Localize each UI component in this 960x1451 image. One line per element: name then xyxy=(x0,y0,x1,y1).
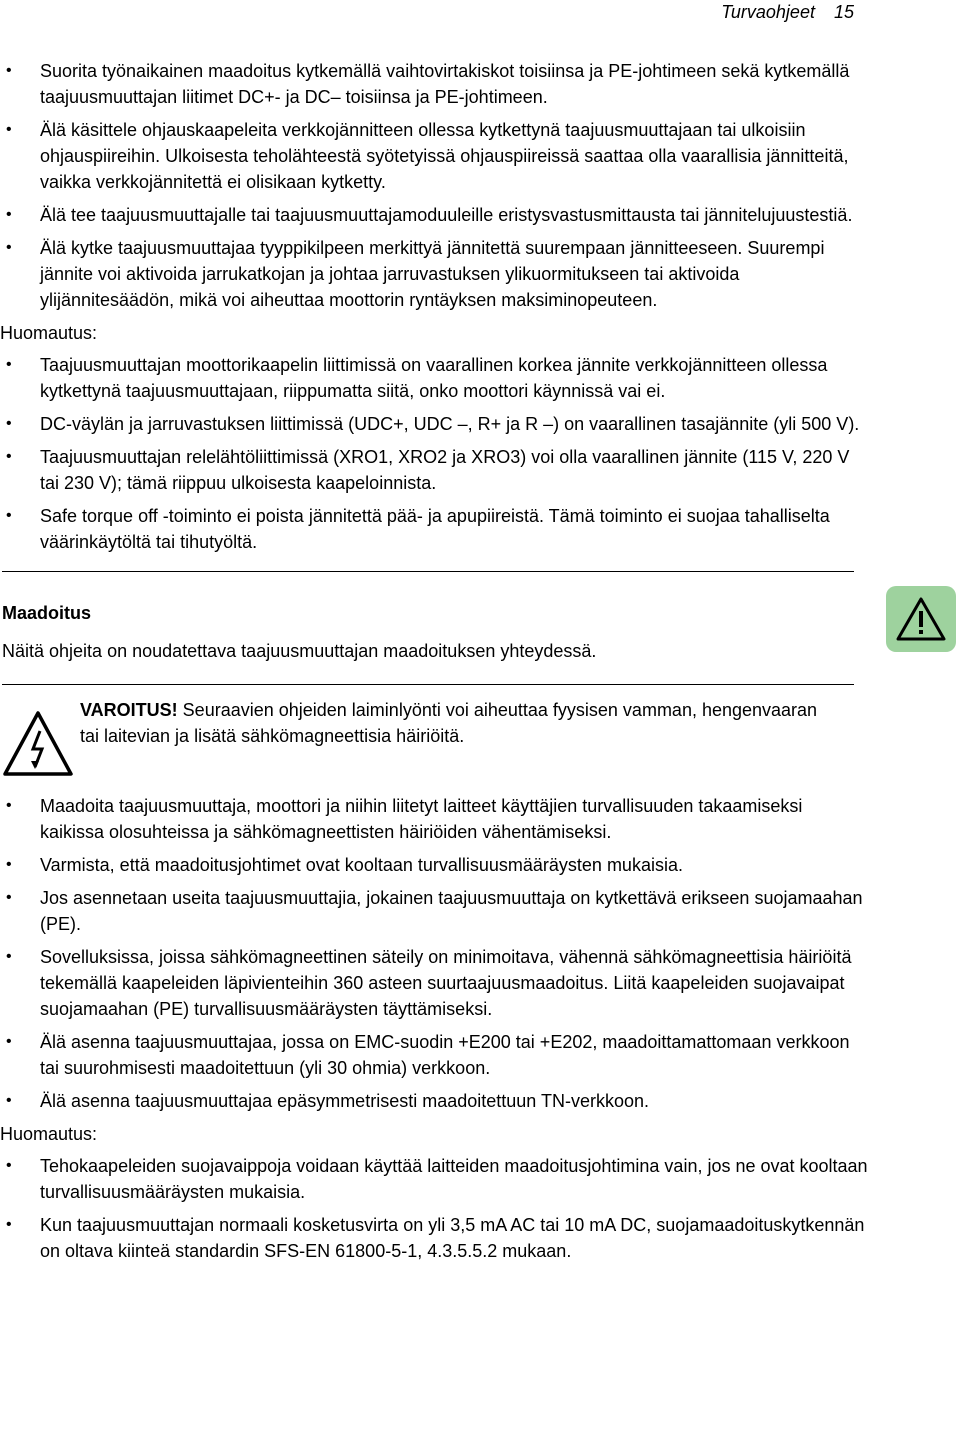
warning-block xyxy=(0,697,870,793)
note-bullet-list xyxy=(0,1153,870,1264)
list-item: • Varmista, että maadoitusjohtimet ovat kooltaan turvallisuusmääräysten mukaisia. xyxy=(0,852,870,878)
list-item: • Safe torque off -toiminto ei poista jännitettä pää- ja apupiireistä. Tämä toiminto ei suojaa tahalliselta väärinkäytöltä tai tihutyöltä. xyxy=(0,503,870,555)
section-title: Maadoitus xyxy=(2,603,92,623)
list-item: • Älä käsittele ohjauskaapeleita verkkojännitteen ollessa kytkettynä taajuusmuuttajaan tai ulkoisiin ohjauspiireihin. Ulkoisesta teholähteestä syötetyissä ohjauspiireissä saattaa olla vaarallisia jännitteitä, vaikka verkkojännitettä ei olisikaan kytketty. xyxy=(0,117,870,195)
list-item: • Taajuusmuuttajan moottorikaapelin liittimissä on vaarallinen korkea jännite verkkojännitteen ollessa kytkettynä taajuusmuuttajaan, riippumatta siitä, onko moottori käynnissä vai ei. xyxy=(0,352,870,404)
page-header xyxy=(721,0,854,24)
safety-bullet-list xyxy=(0,58,870,313)
list-item: • Älä asenna taajuusmuuttajaa epäsymmetrisesti maadoitettuun TN-verkkoon. xyxy=(0,1088,870,1114)
warning-text xyxy=(80,697,840,749)
list-item: • Kun taajuusmuuttajan normaali kosketusvirta on yli 3,5 mA AC tai 10 mA DC, suojamaadoituskytkennän on oltava kiinteä standardin SFS-EN 61800-5-1, 4.3.5.5.2 mukaan. xyxy=(0,1212,870,1264)
grounding-bullet-list xyxy=(0,793,870,1114)
note-bullet-list xyxy=(0,352,870,555)
list-item: • Maadoita taajuusmuuttaja, moottori ja niihin liitetyt laitteet käyttäjien turvallisuuden takaamiseksi kaikissa olosuhteissa ja sähkömagneettisten häiriöiden vähentämiseksi. xyxy=(0,793,870,845)
list-item: • Tehokaapeleiden suojavaippoja voidaan käyttää laitteiden maadoitusjohtimina vain, jos ne ovat kooltaan turvallisuusmääräysten mukaisia. xyxy=(0,1153,870,1205)
warning-label: VAROITUS! xyxy=(80,700,178,720)
list-item: • DC-väylän ja jarruvastuksen liittimissä (UDC+, UDC –, R+ ja R –) on vaarallinen tasajännite (yli 500 V). xyxy=(0,411,870,437)
list-item: • Älä kytke taajuusmuuttajaa tyyppikilpeen merkittyä jännitettä suurempaan jännitteeseen. Suurempi jännite voi aktivoida jarrukatkojan ja johtaa jarruvastuksen ylikuormitukseen tai aktivoida ylijännitesäädön, mikä voi aiheuttaa moottorin ryntäyksen maksiminopeuteen. xyxy=(0,235,870,313)
note-label: Huomautus: xyxy=(0,1124,98,1144)
warning-divider xyxy=(2,684,854,685)
list-item: • Sovelluksissa, joissa sähkömagneettinen säteily on minimoitava, vähennä sähkömagneettisia häiriöitä tekemällä kaapeleiden läpivienteihin 360 asteen suurtaajuusmaadoitus. Liitä kaapeleiden suojavaipat suojamaahan (PE) turvallisuusmääräysten täyttämiseksi. xyxy=(0,944,870,1022)
list-item: • Älä tee taajuusmuuttajalle tai taajuusmuuttajamoduuleille eristysvastusmittausta tai jännitelujuustestiä. xyxy=(0,202,870,228)
list-item: • Älä asenna taajuusmuuttajaa, jossa on EMC-suodin +E200 tai +E202, maadoittamattomaan verkkoon tai suurohmisesti maadoitettuun (yli 30 ohmia) verkkoon. xyxy=(0,1029,870,1081)
header-section-title: Turvaohjeet xyxy=(721,2,815,22)
electrical-hazard-icon xyxy=(2,709,74,779)
list-item: • Taajuusmuuttajan relelähtöliittimissä (XRO1, XRO2 ja XRO3) voi olla vaarallinen jännite (115 V, 220 V tai 230 V); tämä riippuu ulkoisesta kaapeloinnista. xyxy=(0,444,870,496)
section-divider xyxy=(2,571,854,572)
list-item: • Jos asennetaan useita taajuusmuuttajia, jokainen taajuusmuuttaja on kytkettävä erikseen suojamaahan (PE). xyxy=(0,885,870,937)
note-label: Huomautus: xyxy=(0,323,98,343)
section-intro: Näitä ohjeita on noudatettava taajuusmuuttajan maadoituksen yhteydessä. xyxy=(2,641,597,661)
page-number: 15 xyxy=(833,2,854,22)
warning-message: Seuraavien ohjeiden laiminlyönti voi aiheuttaa fyysisen vamman, hengenvaaran tai laitevian ja lisätä sähkömagneettisia häiriöitä. xyxy=(80,700,818,746)
list-item: • Suorita työnaikainen maadoitus kytkemällä vaihtovirtakiskot toisiinsa ja PE-johtimeen sekä kytkemällä taajuusmuuttajan liitimet DC+- ja DC– toisiinsa ja PE-johtimeen. xyxy=(0,58,870,110)
general-warning-icon xyxy=(886,586,956,652)
page-content xyxy=(0,58,870,1271)
